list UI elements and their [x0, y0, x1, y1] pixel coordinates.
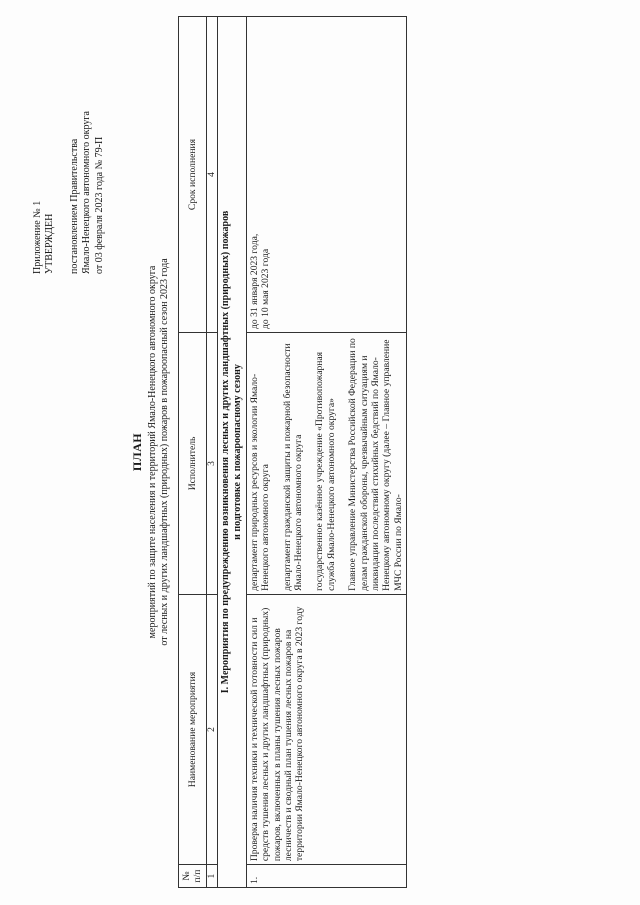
- measure-name: Проверка наличия техники и технической готовности сил и средств тушения лесных и других ландшафтных (природных) пожаров, включенных в планы тушения лесных пожаров лесничеств и сводный план тушения лесных пожаров на территории Ямало-Ненецкого автономного округа в 2023 году: [246, 594, 406, 864]
- plan-table: [178, 16, 407, 888]
- column-header-number: № п/п: [179, 865, 207, 888]
- term-item: до 10 мая 2023 года: [260, 248, 272, 329]
- subtitle-line-1: мероприятий по защите населения и территорий Ямало-Ненецкого автономного округа: [147, 265, 158, 639]
- section-title: [217, 17, 246, 888]
- column-header-term: Срок исполнения: [179, 17, 207, 333]
- executor-item: департамент природных ресурсов и экологии Ямало-Ненецкого автономного округа: [248, 373, 272, 591]
- header-row: [179, 17, 207, 888]
- executor-item: департамент гражданской защиты и пожарной безопасности Ямало-Ненецкого автономного округа: [281, 343, 305, 591]
- section-row: [217, 17, 246, 888]
- approved-label: УТВЕРЖДЕН: [44, 213, 56, 274]
- page-title: ПЛАН: [130, 432, 144, 472]
- row-number: 1.: [246, 865, 406, 888]
- term-item: до 31 января 2023 года,: [248, 233, 260, 329]
- document-page: [20, 12, 620, 892]
- column-number: 4: [206, 17, 217, 333]
- decree-line: постановлением Правительства: [68, 138, 80, 274]
- executor-item: Главное управление Министерства Российской Федерации по делам гражданской обороны, чрезвычайным ситуациям и ликвидации последствий стихийных бедствий по Ямало-Ненецкому автономному округу (далее – Главное управление МЧС России по Ямало-: [347, 338, 404, 591]
- column-number: 3: [206, 332, 217, 594]
- column-number-row: [206, 17, 217, 888]
- table-row: [246, 17, 406, 888]
- executor-item: государственное казённое учреждение «Противопожарная служба Ямало-Ненецкого автономного округа»: [314, 351, 337, 591]
- plan-heading: [130, 12, 171, 892]
- column-number: 2: [206, 594, 217, 864]
- column-header-executor: Исполнитель: [179, 332, 207, 594]
- approval-stamp: [32, 24, 106, 274]
- decree-date: от 03 февраля 2023 года № 79-П: [93, 136, 105, 274]
- executor-cell: [246, 332, 406, 594]
- column-number: 1: [206, 865, 217, 888]
- appendix-label: Приложение № 1: [32, 200, 43, 274]
- decree-authority: Ямало-Ненецкого автономного округа: [81, 111, 93, 274]
- subtitle-line-2: от лесных и других ландшафтных (природных) пожаров в пожароопасный сезон 2023 года: [159, 258, 170, 646]
- column-header-name: Наименование мероприятия: [179, 594, 207, 864]
- section-title-line-1: I. Мероприятия по предупреждению возникновения лесных и других ландшафтных (природных) пожаров: [219, 210, 231, 694]
- term-cell: [246, 17, 406, 333]
- section-title-line-2: и подготовке к пожароопасному сезону: [231, 364, 243, 540]
